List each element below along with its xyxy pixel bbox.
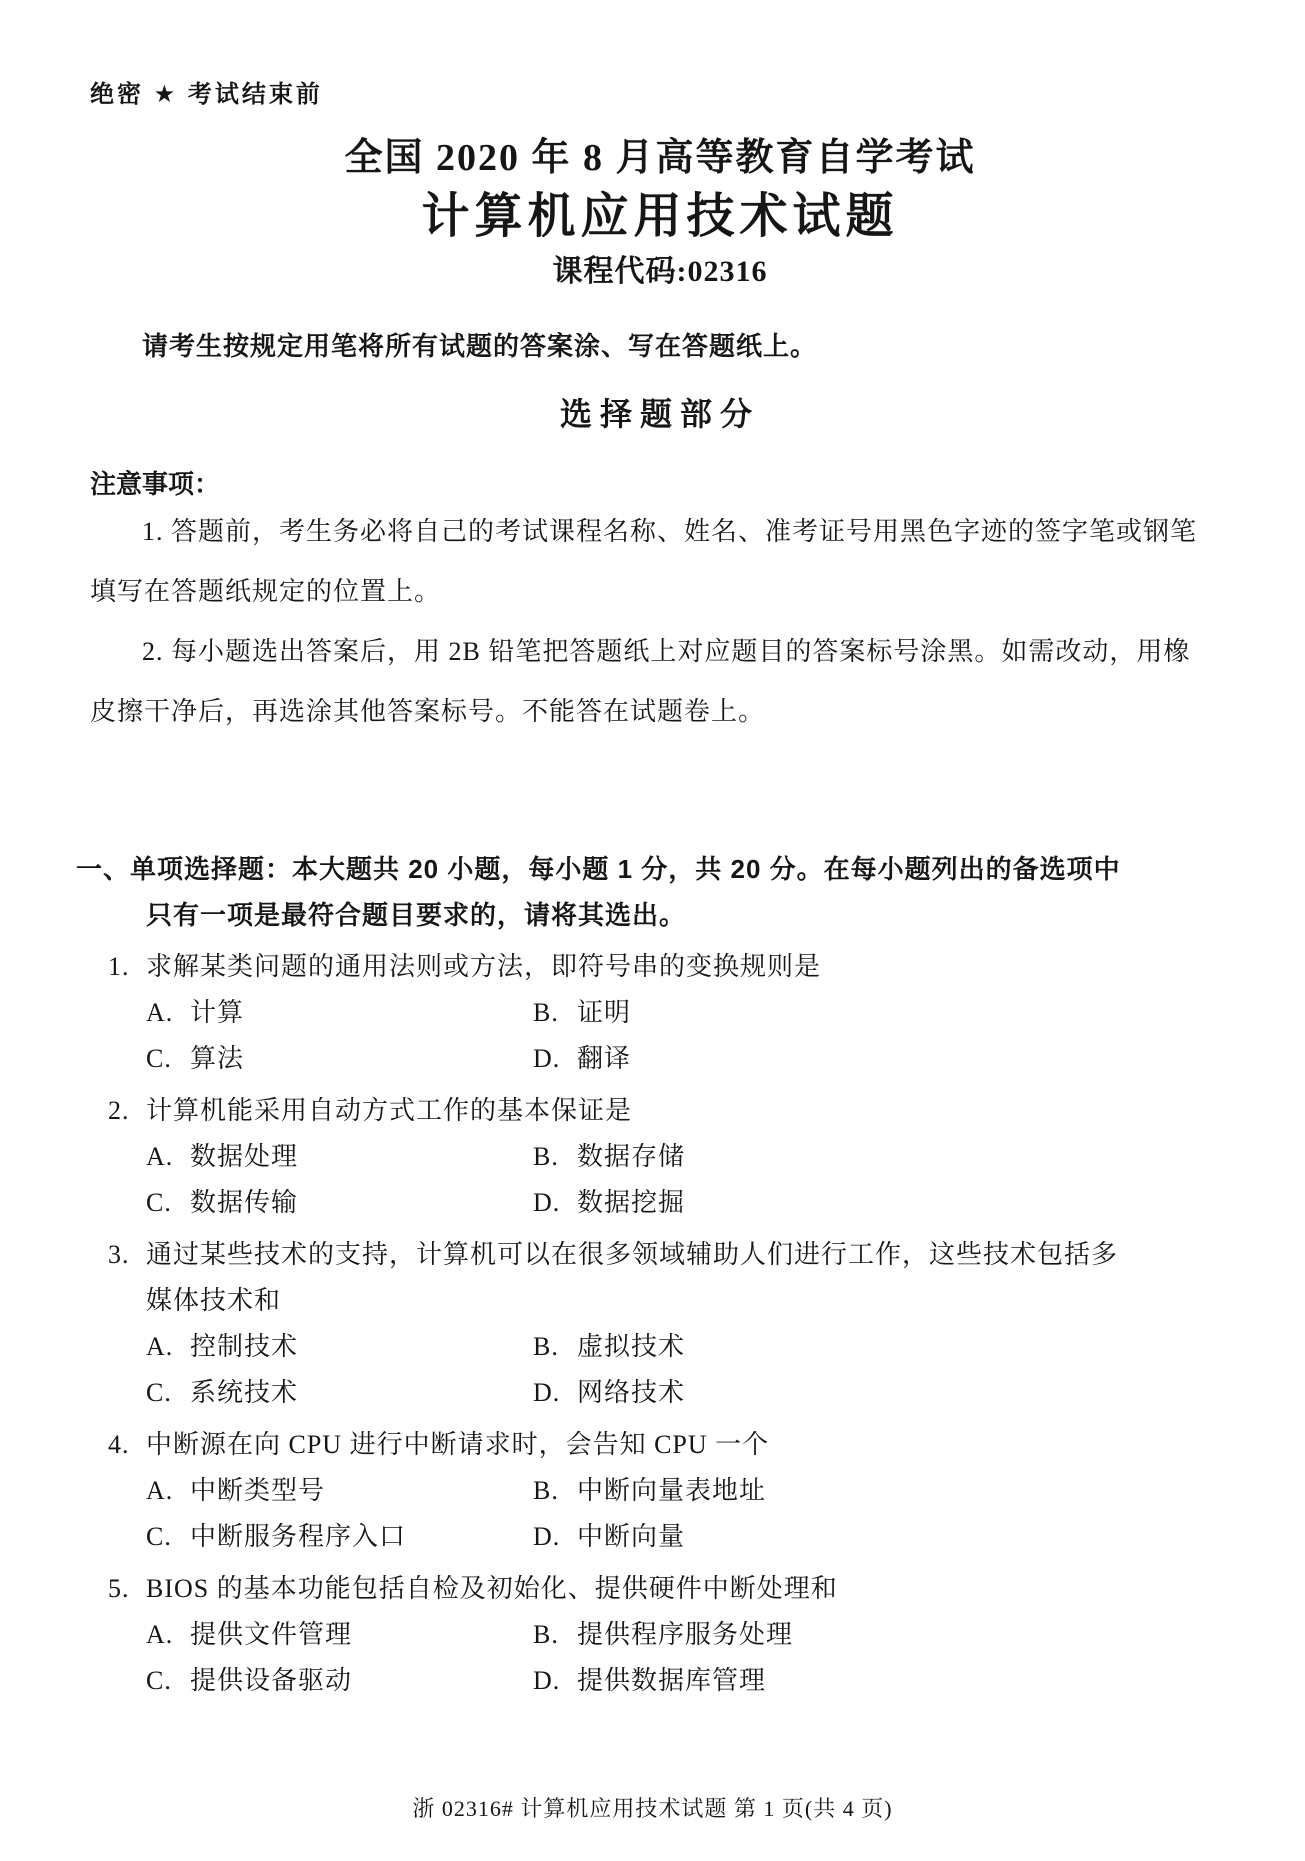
question-1-stem: 求解某类问题的通用法则或方法，即符号串的变换规则是	[146, 952, 822, 981]
question-5-option-a	[146, 1612, 533, 1658]
question-2-options	[146, 1134, 1230, 1226]
option-label: D.	[533, 1188, 561, 1217]
option-label: C.	[146, 1666, 172, 1695]
option-text: 计算	[190, 998, 245, 1027]
option-label: D.	[533, 1378, 561, 1407]
question-4	[108, 1422, 1230, 1468]
option-label: A.	[146, 1620, 174, 1649]
question-3-options	[146, 1324, 1230, 1416]
option-label: D.	[533, 1666, 561, 1695]
option-label: C.	[146, 1378, 172, 1407]
question-3-stem-line-2: 媒体技术和	[146, 1286, 282, 1315]
option-text: 中断类型号	[190, 1476, 326, 1505]
section-1-heading-line-1: 一、单项选择题：本大题共 20 小题，每小题 1 分，共 20 分。在每小题列出的备选项中	[76, 854, 1121, 884]
option-label: A.	[146, 1142, 174, 1171]
option-label: C.	[146, 1522, 172, 1551]
option-text: 提供程序服务处理	[577, 1620, 794, 1649]
question-1-option-c	[146, 1036, 533, 1082]
question-3-number: 3.	[108, 1240, 130, 1269]
question-4-options	[146, 1468, 1230, 1560]
note-1-line-2: 填写在答题纸规定的位置上。	[90, 577, 442, 606]
question-3-option-d	[533, 1370, 1230, 1416]
question-3-stem: 通过某些技术的支持，计算机可以在很多领域辅助人们进行工作，这些技术包括多	[146, 1240, 1119, 1269]
section-1-heading-line-2: 只有一项是最符合题目要求的，请将其选出。	[146, 900, 687, 930]
question-1-options	[146, 990, 1230, 1082]
course-code: 课程代码:02316	[552, 255, 768, 288]
option-label: B.	[533, 1620, 559, 1649]
option-label: A.	[146, 1476, 174, 1505]
option-text: 翻译	[577, 1044, 632, 1073]
option-text: 证明	[577, 998, 632, 1027]
question-4-stem: 中断源在向 CPU 进行中断请求时，会告知 CPU 一个	[146, 1430, 770, 1459]
option-label: C.	[146, 1188, 172, 1217]
question-1-option-b	[533, 990, 1230, 1036]
question-3-option-a	[146, 1324, 533, 1370]
note-1-line-1: 1. 答题前，考生务必将自己的考试课程名称、姓名、准考证号用黑色字迹的签字笔或钢笔	[142, 517, 1198, 546]
notes-title: 注意事项：	[90, 469, 221, 499]
question-2-stem: 计算机能采用自动方式工作的基本保证是	[146, 1096, 633, 1125]
option-text: 提供数据库管理	[577, 1666, 767, 1695]
question-4-number: 4.	[108, 1430, 130, 1459]
option-text: 数据挖掘	[577, 1188, 686, 1217]
option-label: D.	[533, 1522, 561, 1551]
question-2-number: 2.	[108, 1096, 130, 1125]
page-footer: 浙 02316# 计算机应用技术试题 第 1 页(共 4 页)	[412, 1796, 893, 1821]
option-label: A.	[146, 998, 174, 1027]
question-1-number: 1.	[108, 952, 130, 981]
option-text: 数据传输	[190, 1188, 299, 1217]
option-text: 中断向量	[577, 1522, 686, 1551]
option-text: 提供设备驱动	[190, 1666, 353, 1695]
question-2-option-d	[533, 1180, 1230, 1226]
option-label: A.	[146, 1332, 174, 1361]
option-text: 网络技术	[577, 1378, 686, 1407]
answer-instruction: 请考生按规定用笔将所有试题的答案涂、写在答题纸上。	[142, 331, 818, 361]
option-text: 中断服务程序入口	[190, 1522, 407, 1551]
question-1-option-d	[533, 1036, 1230, 1082]
paper-title: 计算机应用技术试题	[421, 190, 899, 243]
option-label: B.	[533, 998, 559, 1027]
option-text: 系统技术	[190, 1378, 299, 1407]
question-4-option-d	[533, 1514, 1230, 1560]
option-text: 提供文件管理	[190, 1620, 353, 1649]
question-3-option-c	[146, 1370, 533, 1416]
question-4-option-b	[533, 1468, 1230, 1514]
option-text: 中断向量表地址	[577, 1476, 767, 1505]
note-item-2	[90, 622, 1230, 742]
secrecy-label: 绝密 ★ 考试结束前	[90, 81, 323, 108]
note-2-line-1: 2. 每小题选出答案后，用 2B 铅笔把答题纸上对应题目的答案标号涂黑。如需改动，用橡	[142, 637, 1191, 666]
option-text: 数据存储	[577, 1142, 686, 1171]
question-2-option-a	[146, 1134, 533, 1180]
question-4-option-c	[146, 1514, 533, 1560]
question-3	[108, 1232, 1230, 1324]
note-item-1	[90, 502, 1230, 622]
question-2	[108, 1088, 1230, 1134]
option-label: B.	[533, 1142, 559, 1171]
question-5-number: 5.	[108, 1574, 130, 1603]
question-5-option-d	[533, 1658, 1230, 1704]
option-text: 算法	[190, 1044, 245, 1073]
option-text: 控制技术	[190, 1332, 299, 1361]
question-5-stem: BIOS 的基本功能包括自检及初始化、提供硬件中断处理和	[146, 1574, 838, 1603]
exam-title: 全国 2020 年 8 月高等教育自学考试	[344, 137, 976, 179]
question-2-option-c	[146, 1180, 533, 1226]
question-5-options	[146, 1612, 1230, 1704]
question-1-option-a	[146, 990, 533, 1036]
option-label: C.	[146, 1044, 172, 1073]
question-2-option-b	[533, 1134, 1230, 1180]
option-label: B.	[533, 1332, 559, 1361]
option-text: 虚拟技术	[577, 1332, 686, 1361]
question-5-option-b	[533, 1612, 1230, 1658]
option-text: 数据处理	[190, 1142, 299, 1171]
section-1-heading	[76, 846, 1230, 938]
question-1	[108, 944, 1230, 990]
option-label: D.	[533, 1044, 561, 1073]
note-2-line-2: 皮擦干净后，再选涂其他答案标号。不能答在试题卷上。	[90, 697, 766, 726]
question-4-option-a	[146, 1468, 533, 1514]
question-3-option-b	[533, 1324, 1230, 1370]
section-part-heading: 选择题部分	[559, 396, 760, 432]
question-5	[108, 1566, 1230, 1612]
option-label: B.	[533, 1476, 559, 1505]
question-5-option-c	[146, 1658, 533, 1704]
